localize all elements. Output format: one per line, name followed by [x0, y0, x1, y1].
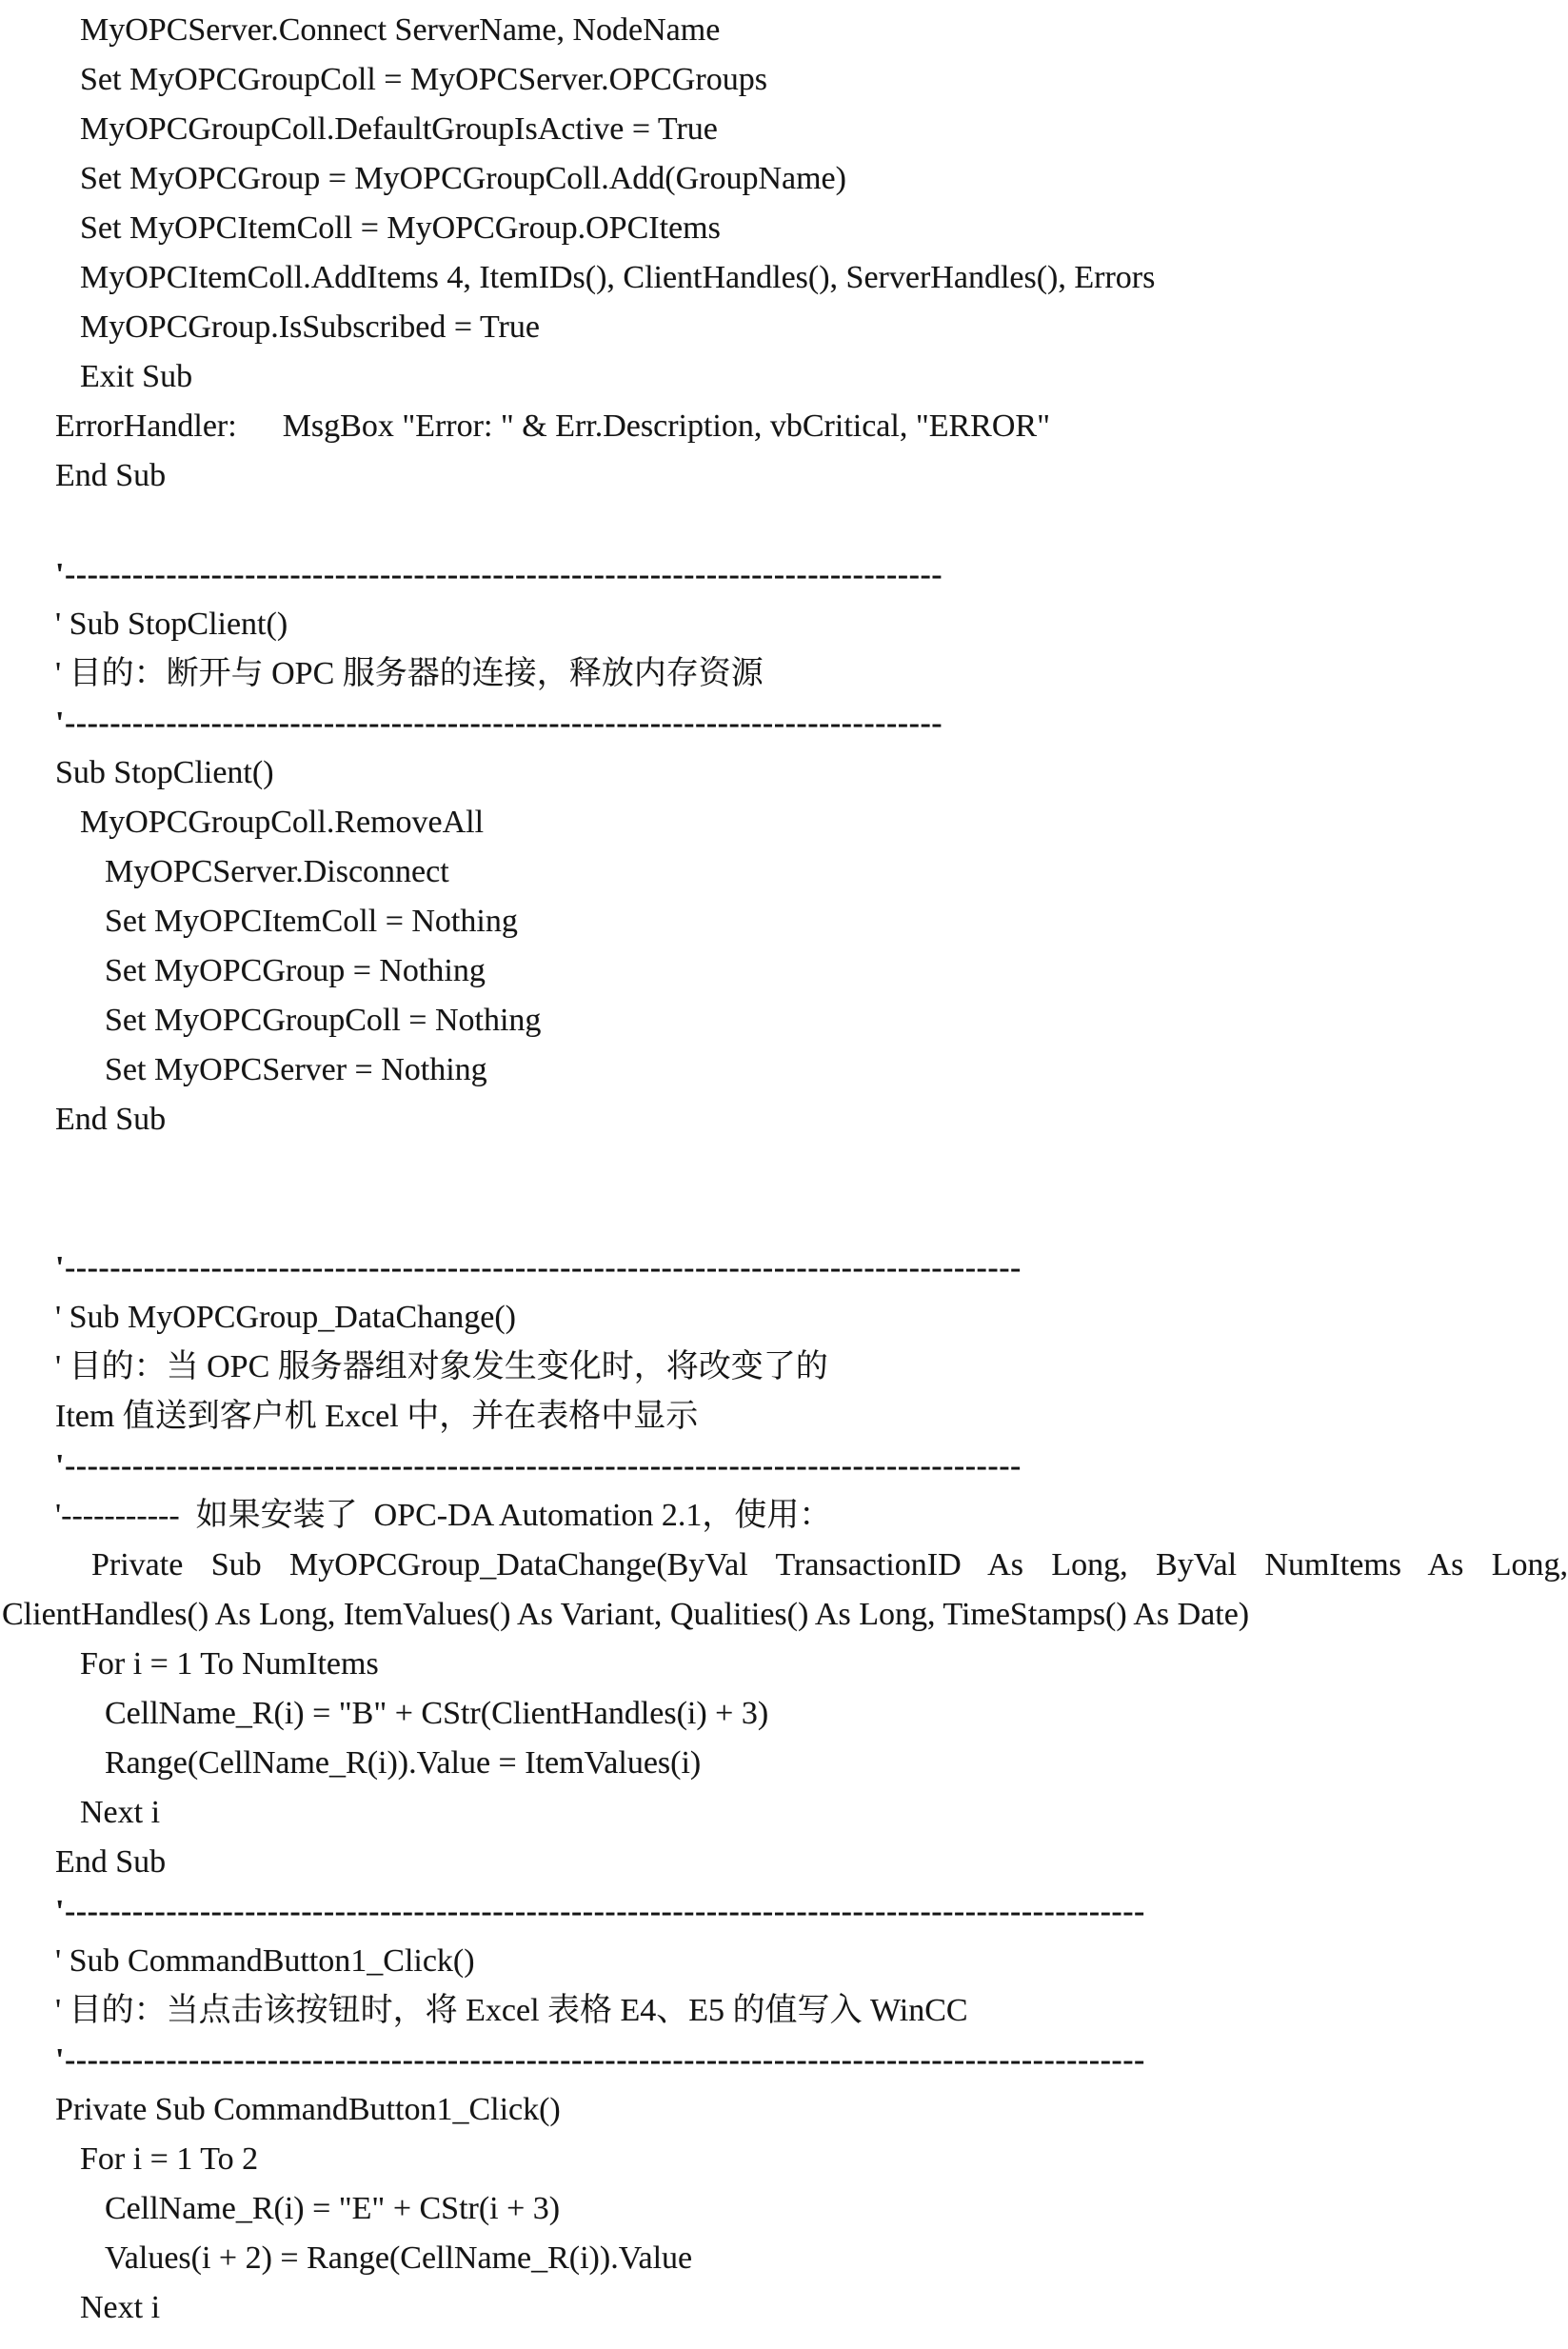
code-listing — [0, 6, 1568, 2333]
code-line: Values(i + 2) = Range(CellName_R(i)).Value — [105, 2240, 693, 2276]
code-line: End Sub — [55, 458, 167, 493]
separator-line: '------------------------------------------------------------------------------------------------ — [55, 2042, 1145, 2078]
code-line — [55, 402, 1568, 451]
code-line: Sub StopClient() — [55, 755, 274, 790]
code-line: Private Sub MyOPCGroup_DataChange(ByVal TransactionID As Long, ByVal NumItems As Long, — [91, 1547, 1568, 1583]
comment-line: Item 值送到客户机 Excel 中，并在表格中显示 — [55, 1399, 699, 1434]
code-line: For i = 1 To NumItems — [80, 1646, 379, 1682]
code-line: Set MyOPCItemColl = Nothing — [105, 904, 518, 939]
code-line: MyOPCServer.Connect ServerName, NodeName — [80, 12, 721, 48]
code-line: CellName_R(i) = "E" + CStr(i + 3) — [105, 2191, 561, 2226]
comment-line: ' Sub CommandButton1_Click() — [55, 1943, 475, 1979]
code-line: End Sub — [55, 1844, 167, 1880]
blank-line — [0, 1194, 1568, 1244]
code-line: CellName_R(i) = "B" + CStr(ClientHandles(i) + 3) — [105, 1696, 769, 1731]
code-line: Next i — [80, 2290, 161, 2325]
code-line: Set MyOPCServer = Nothing — [105, 1052, 487, 1087]
code-line-text: MsgBox "Error: " & Err.Description, vbCritical, "ERROR" — [282, 408, 1050, 444]
comment-line: ' 目的：当 OPC 服务器组对象发生变化时，将改变了的 — [55, 1349, 828, 1384]
code-line: Private Sub CommandButton1_Click() — [55, 2092, 561, 2127]
code-line: MyOPCGroupColl.DefaultGroupIsActive = True — [80, 111, 718, 147]
code-line: Set MyOPCGroup = Nothing — [105, 953, 486, 988]
code-line: Set MyOPCGroupColl = MyOPCServer.OPCGroups — [80, 62, 767, 97]
comment-line: ' Sub MyOPCGroup_DataChange() — [55, 1300, 516, 1335]
blank-line — [0, 1145, 1568, 1194]
code-line: Next i — [80, 1795, 161, 1830]
error-handler-label: ErrorHandler: — [55, 408, 237, 444]
separator-line: '------------------------------------------------------------------------------------- — [55, 1448, 1022, 1483]
separator-line: '------------------------------------------------------------------------------ — [55, 706, 943, 741]
separator-line: '------------------------------------------------------------------------------------------------ — [55, 1894, 1145, 1929]
blank-line — [0, 501, 1568, 550]
code-line: Exit Sub — [80, 359, 193, 394]
comment-line: ' Sub StopClient() — [55, 607, 288, 642]
separator-line: '------------------------------------------------------------------------------ — [55, 557, 943, 592]
code-line: End Sub — [55, 1102, 167, 1137]
code-line: For i = 1 To 2 — [80, 2141, 259, 2177]
code-line: Set MyOPCGroup = MyOPCGroupColl.Add(GroupName) — [80, 161, 846, 196]
comment-line: ' 目的：断开与 OPC 服务器的连接，释放内存资源 — [55, 656, 764, 691]
code-line: Set MyOPCItemColl = MyOPCGroup.OPCItems — [80, 210, 721, 246]
comment-line: ' 目的：当点击该按钮时，将 Excel 表格 E4、E5 的值写入 WinCC — [55, 1993, 968, 2028]
code-line: Set MyOPCGroupColl = Nothing — [105, 1003, 542, 1038]
code-line: MyOPCGroup.IsSubscribed = True — [80, 309, 540, 345]
comment-line: '----------- 如果安装了 OPC-DA Automation 2.1，使用： — [55, 1498, 832, 1533]
code-line: MyOPCItemColl.AddItems 4, ItemIDs(), ClientHandles(), ServerHandles(), Errors — [80, 260, 1156, 295]
code-line: Range(CellName_R(i)).Value = ItemValues(i) — [105, 1745, 702, 1781]
code-line: MyOPCGroupColl.RemoveAll — [80, 805, 485, 840]
code-line: MyOPCServer.Disconnect — [105, 854, 449, 889]
separator-line: '------------------------------------------------------------------------------------- — [55, 1250, 1022, 1285]
code-line: ClientHandles() As Long, ItemValues() As Variant, Qualities() As Long, TimeStamps() As Date) — [2, 1597, 1250, 1632]
